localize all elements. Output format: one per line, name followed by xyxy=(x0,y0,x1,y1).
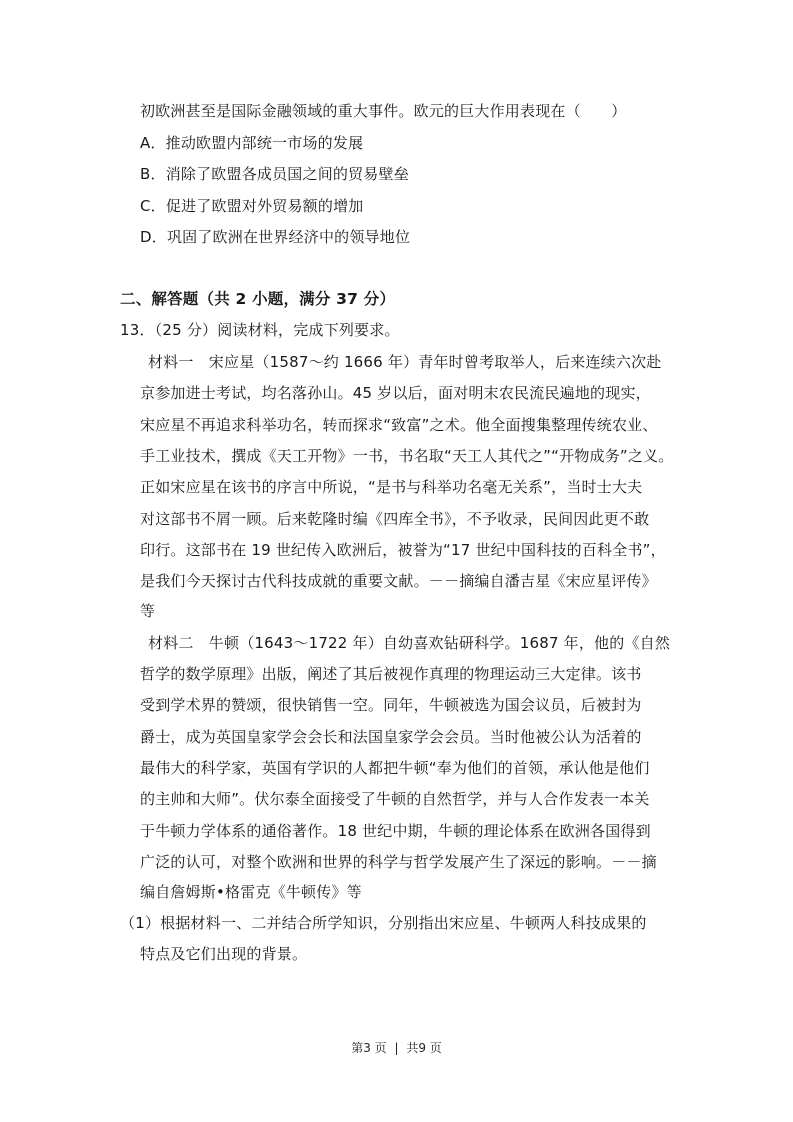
material2-line: 哲学的数学原理》出版，阐述了其后被视作真理的物理运动三大定律。该书 xyxy=(140,665,642,683)
material1-line: 京参加进士考试，均名落孙山。45 岁以后，面对明末农民流民遍地的现实， xyxy=(140,384,651,402)
option-a: A．推动欧盟内部统一市场的发展 xyxy=(140,134,364,152)
sub-question-1-line: 特点及它们出现的背景。 xyxy=(140,945,308,963)
material2-line: 的主帅和大师”。伏尔泰全面接受了牛顿的自然哲学，并与人合作发表一本关 xyxy=(140,790,650,808)
material2-line: 编自詹姆斯•格雷克《牛顿传》等 xyxy=(140,883,362,901)
page-footer xyxy=(0,1040,793,1056)
section-heading: 二、解答题（共 2 小题，满分 37 分） xyxy=(120,290,396,308)
footer-total-pages: 共9 页 xyxy=(406,1041,442,1055)
option-c: C．促进了欧盟对外贸易额的增加 xyxy=(140,197,364,215)
material1-line: 等 xyxy=(140,602,156,620)
material1-line: 印行。这部书在 19 世纪传入欧洲后，被誉为“17 世纪中国科技的百科全书”， xyxy=(140,541,666,559)
material1-line: 手工业技术，撰成《天工开物》一书，书名取“天工人其代之”“开物成务”之义。 xyxy=(140,447,674,465)
material1-line: 正如宋应星在该书的序言中所说，“是书与科举功名毫无关系”，当时士大夫 xyxy=(140,478,643,496)
material1-line: 宋应星不再追求科举功名，转而探求“致富”之术。他全面搜集整理传统农业、 xyxy=(140,416,658,434)
footer-separator: | xyxy=(394,1041,399,1055)
footer-current-page: 第3 页 xyxy=(351,1041,387,1055)
sub-question-1-line: （1）根据材料一、二并结合所学知识，分别指出宋应星、牛顿两人科技成果的 xyxy=(120,914,647,932)
material1-line: 对这部书不屑一顾。后来乾隆时编《四库全书》，不予收录，民间因此更不敢 xyxy=(140,510,650,528)
option-d: D．巩固了欧洲在世界经济中的领导地位 xyxy=(140,228,411,246)
material2-line: 爵士，成为英国皇家学会会长和法国皇家学会会员。当时他被公认为活着的 xyxy=(140,728,642,746)
option-b: B．消除了欧盟各成员国之间的贸易壁垒 xyxy=(140,165,409,183)
material1-line: 是我们今天探讨古代科技成就的重要文献。－－摘编自潘吉星《宋应星评传》 xyxy=(140,572,657,590)
material2-line: 最伟大的科学家，英国有学识的人都把牛顿“奉为他们的首领，承认他是他们 xyxy=(140,759,650,777)
material1-line: 材料一 宋应星（1587～约 1666 年）青年时曾考取举人，后来连续六次赴 xyxy=(148,353,662,371)
material2-line: 广泛的认可，对整个欧洲和世界的科学与哲学发展产生了深远的影响。－－摘 xyxy=(140,853,657,871)
material2-line: 受到学术界的赞颂，很快销售一空。同年，牛顿被选为国会议员，后被封为 xyxy=(140,696,642,714)
question-13-intro: 13．（25 分）阅读材料，完成下列要求。 xyxy=(120,321,400,339)
material2-line: 于牛顿力学体系的通俗著作。18 世纪中期，牛顿的理论体系在欧洲各国得到 xyxy=(140,822,651,840)
question-stem-tail: 初欧洲甚至是国际金融领域的重大事件。欧元的巨大作用表现在（ ） xyxy=(140,102,627,120)
material2-line: 材料二 牛顿（1643～1722 年）自幼喜欢钻研科学。1687 年，他的《自然 xyxy=(148,634,671,652)
